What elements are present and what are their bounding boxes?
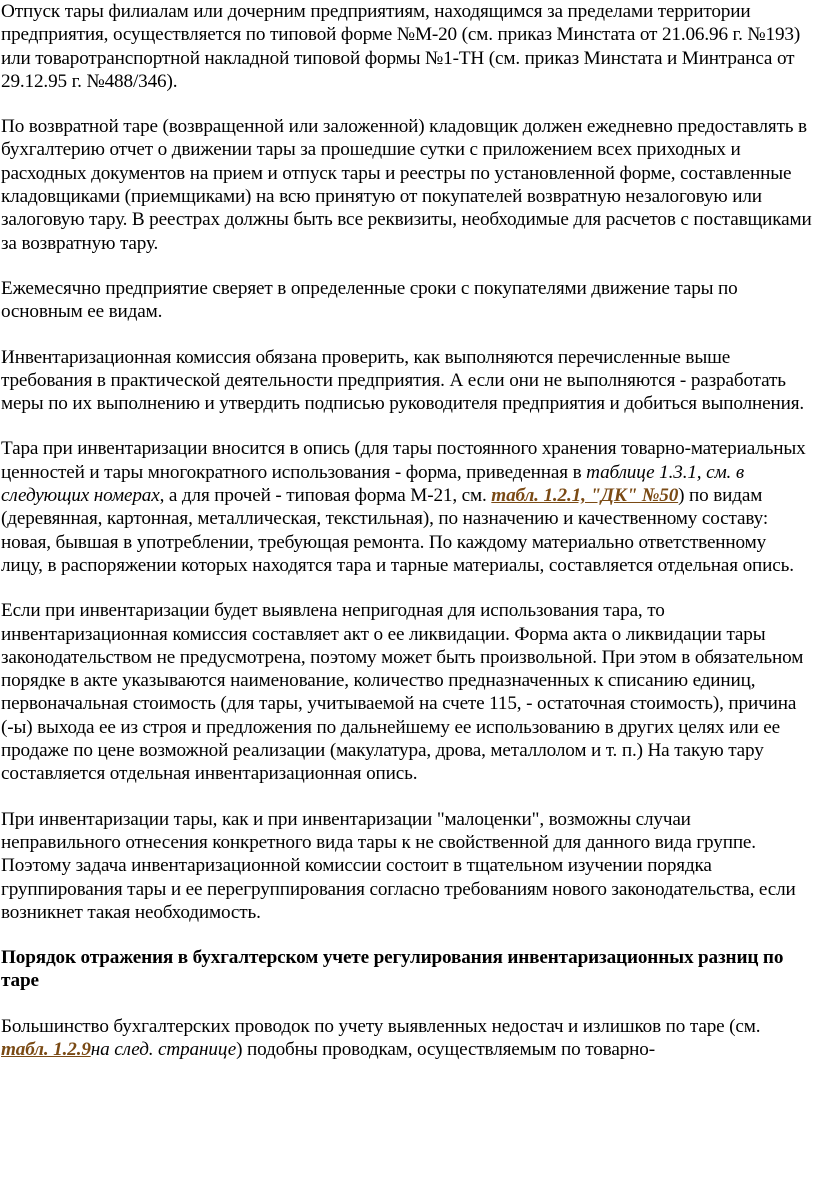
table-1-2-1-link[interactable]: табл. 1.2.1, "ДК" №50 [491,485,679,507]
paragraph-6: Если при инвентаризации будет выявлена непригодная для использования тара, то инвентаризационная комиссия составляет акт о ее ликвидации. Форма акта о ликвидации тары законодательством не предусмотрена, поэтому может быть произвольной. При этом в обязательном порядке в акте указываются наименование, количество предназначенных к списанию единиц, первоначальная стоимость (для тары, учитываемой на счете 115, - остаточная стоимость), причина (-ы) выхода ее из строя и предложения по дальнейшему ее использованию в других целях или ее продаже по цене возможной реализации (макулатура, дрова, металлолом и т. п.) На такую тару составляется отдельная инвентаризационная опись. [1,600,804,785]
paragraph-2: По возвратной таре (возвращенной или заложенной) кладовщик должен ежедневно предоставлять в бухгалтерию отчет о движении тары за прошедшие сутки с приложением всех приходных и расходных документов на прием и отпуск тары и реестры по установленной форме, составленные кладовщиками (приемщиками) на всю принятую от покупателей возвратную незалоговую или залоговую тару. В реестрах должны быть все реквизиты, необходимые для расчетов с поставщиками за возвратную тару. [1,116,812,254]
next-page-italic: на след. странице [90,1038,237,1060]
paragraph-8-text-1: Большинство бухгалтерских проводок по учету выявленных недостач и излишков по таре (см. [1,1015,761,1037]
table-1-2-9-link[interactable]: табл. 1.2.9 [1,1038,91,1060]
paragraph-5-text-2: , а для прочей - типовая форма М-21, см. [159,485,492,507]
table-reference-italic: таблице 1.3.1, см. в следующих номерах [1,461,745,507]
section-heading: Порядок отражения в бухгалтерском учете регулирования инвентаризационных разниц по таре [1,947,784,992]
paragraph-5-text-3: ) по видам (деревянная, картонная, металлическая, текстильная), по назначению и качественному составу: новая, бывшая в употреблении, требующая ремонта. По каждому материально ответственному лицу, в распоряжении которых находятся тара и тарные материалы, составляется отдельная опись. [1,485,794,576]
paragraph-4: Инвентаризационная комиссия обязана проверить, как выполняются перечисленные выше требования в практической деятельности предприятия. А если они не выполняются - разработать меры по их выполнению и утвердить подписью руководителя предприятия и добиться выполнения. [1,346,805,415]
paragraph-7: При инвентаризации тары, как и при инвентаризации "малоценки", возможны случаи неправильного отнесения конкретного вида тары к не свойственной для данного вида группе. Поэтому задача инвентаризационной комиссии состоит в тщательном изучении порядка группирования тары и ее перегруппирования согласно требованиям нового законодательства, если возникнет такая необходимость. [1,808,796,923]
paragraph-8-text-2: ) подобны проводкам, осуществляемым по товарно- [236,1038,655,1060]
paragraph-8 [1,1015,812,1062]
paragraph-5 [1,437,812,577]
paragraph-1: Отпуск тары филиалам или дочерним предприятиям, находящимся за пределами территории предприятия, осуществляется по типовой форме №М-20 (см. приказ Минстата от 21.06.96 г. №193) или товаротранспортной накладной типовой формы №1-ТН (см. приказ Минстата и Минтранса от 29.12.95 г. №488/346). [1,1,801,92]
paragraph-3: Ежемесячно предприятие сверяет в определенные сроки с покупателями движение тары по основным ее видам. [1,277,738,323]
paragraph-5-text-1: Тара при инвентаризации вносится в опись (для тары постоянного хранения товарно-материальных ценностей и тары многократного использования - форма, приведенная в [1,438,806,483]
